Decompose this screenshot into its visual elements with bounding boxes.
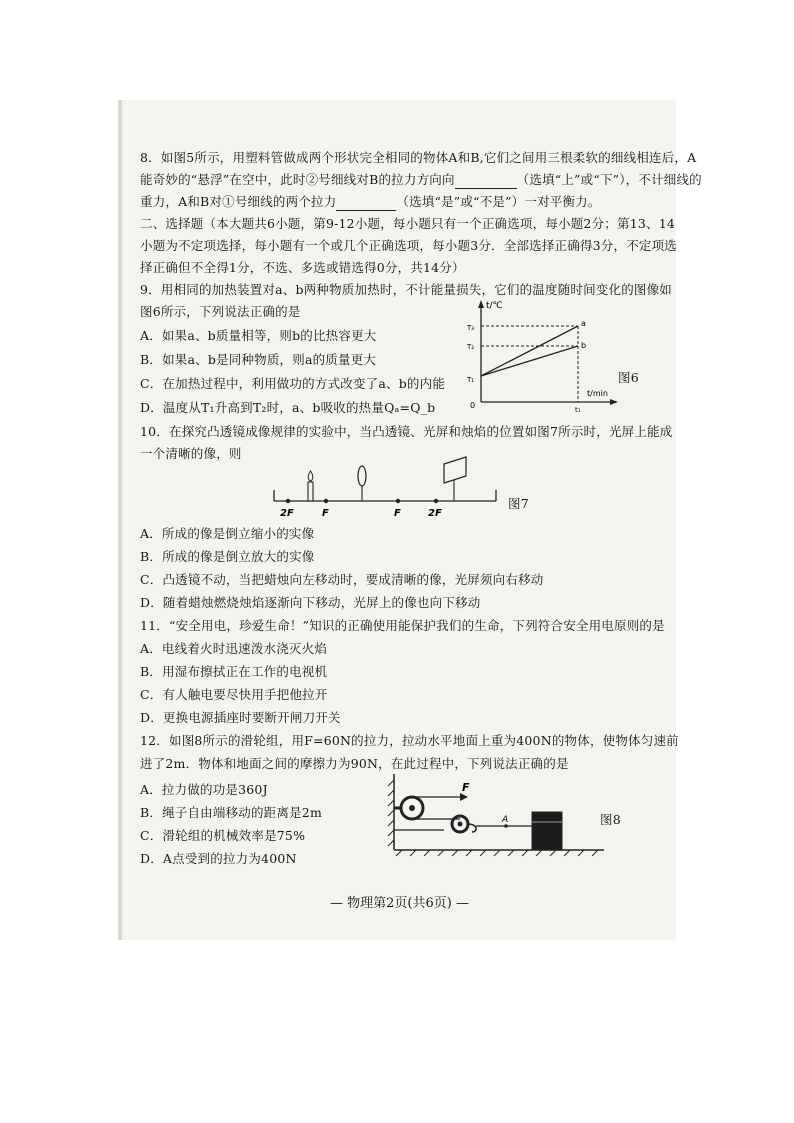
figure-7-optical-bench xyxy=(270,450,500,522)
figure-6-graph xyxy=(462,296,642,414)
q12-line1: 12．如图8所示的滑轮组，用F=60N的拉力，拉动水平地面上重为400N的物体，使物体匀速前 xyxy=(140,733,679,748)
line-b-label: b xyxy=(581,341,587,350)
candle-flame xyxy=(308,471,313,481)
wall-hatching xyxy=(388,780,394,846)
fixed-pulley-axle xyxy=(409,805,415,811)
q8-blank-2 xyxy=(336,194,396,211)
point-a-label: A xyxy=(502,815,509,825)
q9-option-d: D．温度从T₁升高到T₂时，a、b吸收的热量Qₐ=Q_b xyxy=(140,400,436,415)
mark-2f-right xyxy=(434,499,438,503)
q11-option-b: B．用湿布擦拭正在工作的电视机 xyxy=(140,664,328,679)
block xyxy=(532,812,562,850)
q10-line2: 一个清晰的像，则 xyxy=(140,446,242,461)
q9-line2: 图6所示，下列说法正确的是 xyxy=(140,304,301,319)
q10-option-a: A．所成的像是倒立缩小的实像 xyxy=(140,526,315,541)
q9-option-b: B．如果a、b是同种物质，则a的质量更大 xyxy=(140,352,377,367)
candle xyxy=(308,482,313,501)
force-arrow xyxy=(460,793,468,801)
q8-line2-part1: 能奇妙的“悬浮”在空中，此时②号细线对B的拉力方向向 xyxy=(140,172,455,187)
time1-label: t₁ xyxy=(575,406,581,414)
t2-label: T₂ xyxy=(467,343,475,351)
label-2f-right: 2F xyxy=(428,508,442,519)
label-f-left: F xyxy=(322,508,329,519)
q12-line2: 进了2m．物体和地面之间的摩擦力为90N，在此过程中，下列说法正确的是 xyxy=(140,756,569,771)
mark-f-left xyxy=(324,499,328,503)
y-axis-label: t/℃ xyxy=(486,301,503,311)
q11-line1: 11．“安全用电，珍爱生命！”知识的正确使用能保护我们的生命，下列符合安全用电原则的是 xyxy=(140,618,665,633)
y-axis-arrow xyxy=(478,300,484,308)
q12-option-c: C．滑轮组的机械效率是75% xyxy=(140,828,306,843)
q10-line1: 10．在探究凸透镜成像规律的实验中，当凸透镜、光屏和烛焰的位置如图7所示时，光屏上能成 xyxy=(140,424,673,439)
label-f-right: F xyxy=(394,508,401,519)
origin-label: 0 xyxy=(470,401,476,410)
mark-f-right xyxy=(396,499,400,503)
label-2f-left: 2F xyxy=(280,508,294,519)
q8-blank-1 xyxy=(455,172,517,189)
force-label: F xyxy=(462,781,470,794)
x-axis-label: t/min xyxy=(587,389,608,398)
figure-6-caption: 图6 xyxy=(618,370,639,385)
q10-option-d: D．随着蜡烛燃烧烛焰逐渐向下移动，光屏上的像也向下移动 xyxy=(140,595,481,610)
q8-line2-part2: （选填“上”或“下”），不计细线的 xyxy=(516,172,702,187)
t3-label: T₃ xyxy=(467,324,475,332)
q12-option-a: A．拉力做的功是360J xyxy=(140,782,268,797)
section2-line3: 择正确但不全得1分，不选、多选或错选得0分，共14分） xyxy=(140,260,465,275)
q9-option-a: A．如果a、b质量相等，则b的比热容更大 xyxy=(140,328,377,343)
q8-line3 xyxy=(140,194,601,211)
section2-line1: 二、选择题（本大题共6小题，第9-12小题，每小题只有一个正确选项，每小题2分；第13、14 xyxy=(140,216,676,231)
figure-8-pulley-system xyxy=(380,772,614,858)
q8-line1: 8．如图5所示，用塑料管做成两个形状完全相同的物体A和B,它们之间用三根柔软的细线相连后，A xyxy=(140,150,697,165)
mark-2f-left xyxy=(286,499,290,503)
q11-option-a: A．电线着火时迅速泼水浇灭火焰 xyxy=(140,641,328,656)
figure-8-caption: 图8 xyxy=(600,812,621,827)
q11-option-d: D．更换电源插座时要断开闸刀开关 xyxy=(140,710,341,725)
figure-7-caption: 图7 xyxy=(508,496,529,511)
light-screen xyxy=(444,457,466,483)
q10-option-c: C．凸透镜不动，当把蜡烛向左移动时，要成清晰的像，光屏须向右移动 xyxy=(140,572,544,587)
line-a-label: a xyxy=(581,319,586,328)
t1-label: T₁ xyxy=(467,376,475,384)
convex-lens xyxy=(358,466,366,486)
q12-option-d: D．A点受到的拉力为400N xyxy=(140,851,297,866)
q11-option-c: C．有人触电要尽快用手把他拉开 xyxy=(140,687,328,702)
section2-line2: 小题为不定项选择，每小题有一个或几个正确选项，每小题3分．全部选择正确得3分，不定项选 xyxy=(140,238,678,253)
movable-pulley-axle xyxy=(458,822,463,827)
q9-line1: 9．用相同的加热装置对a、b两种物质加热时，不计能量损失，它们的温度随时间变化的图像如 xyxy=(140,282,673,297)
q8-line3-part2: （选填“是”或“不是”）一对平衡力。 xyxy=(396,194,601,209)
scan-edge xyxy=(118,100,122,940)
ground-hatching xyxy=(396,850,598,856)
q12-option-b: B．绳子自由端移动的距离是2m xyxy=(140,805,322,820)
x-axis-arrow xyxy=(610,399,618,405)
q10-option-b: B．所成的像是倒立放大的实像 xyxy=(140,549,315,564)
q9-option-c: C．在加热过程中，利用做功的方式改变了a、b的内能 xyxy=(140,376,446,391)
q8-line2 xyxy=(140,172,702,189)
q8-line3-part1: 重力，A和B对①号细线的两个拉力 xyxy=(140,194,337,209)
page-footer: — 物理第2页(共6页) — xyxy=(330,896,469,911)
